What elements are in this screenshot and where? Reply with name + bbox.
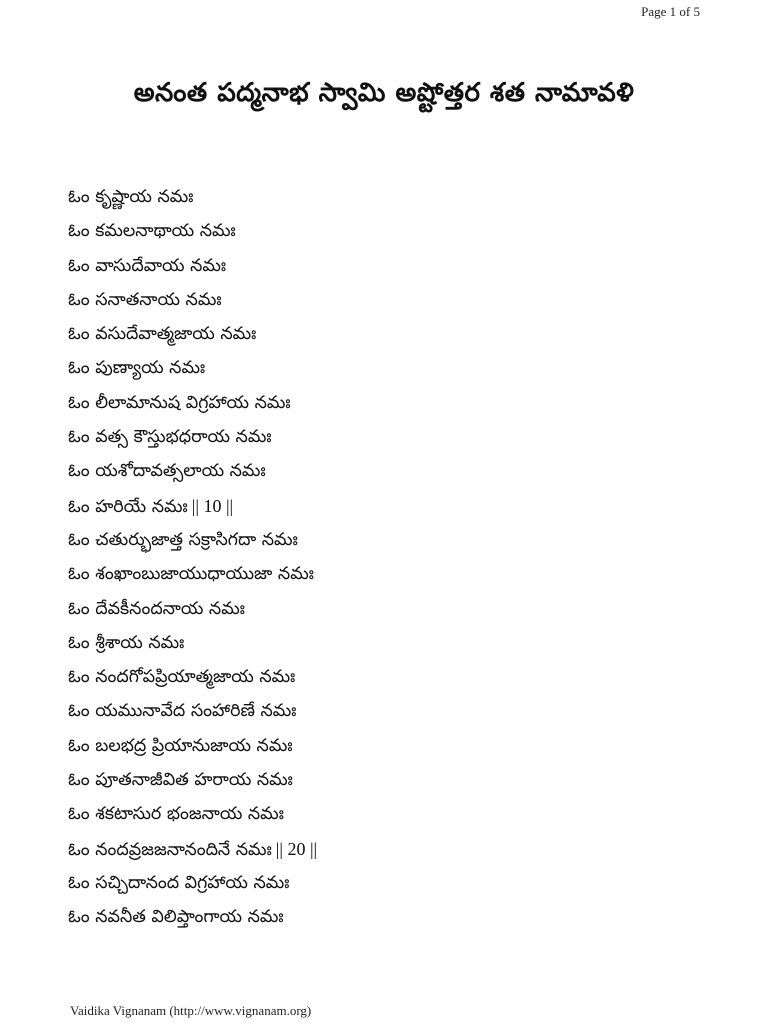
list-item <box>68 900 317 934</box>
list-item <box>68 797 317 831</box>
name-text: ఓం సచ్చిదానంద విగ్రహాయ నమః <box>68 872 290 893</box>
list-item <box>68 832 317 866</box>
name-text: ఓం కమలనాథాయ నమః <box>68 221 236 242</box>
name-text: ఓం శంఖాంబుజాయుధాయుజా నమః <box>68 564 314 585</box>
name-text: ఓం శ్రీశాయ నమః <box>68 632 185 653</box>
list-item <box>68 454 317 488</box>
name-text: ఓం హరియే నమః <box>68 496 188 517</box>
list-item <box>68 283 317 317</box>
name-text: ఓం బలభద్ర ప్రియానుజాయ నమః <box>68 735 293 756</box>
list-item <box>68 866 317 900</box>
verse-count-marker: || 20 || <box>275 838 318 859</box>
name-text: ఓం సనాతనాయ నమః <box>68 289 222 310</box>
name-text: ఓం పుణ్యాయ నమః <box>68 358 206 379</box>
page-number: Page 1 of 5 <box>641 4 700 19</box>
list-item <box>68 694 317 728</box>
list-item <box>68 214 317 248</box>
list-item <box>68 386 317 420</box>
name-text: ఓం యశోదావత్సలాయ నమః <box>68 461 266 482</box>
name-text: ఓం వాసుదేవాయ నమః <box>68 255 227 276</box>
list-item <box>68 592 317 626</box>
name-text: ఓం వత్స కౌస్తుభధరాయ నమః <box>68 427 272 448</box>
footer-credit: Vaidika Vignanam (http://www.vignanam.org) <box>70 1003 312 1018</box>
name-text: ఓం శకటాసుర భంజనాయ నమః <box>68 804 284 825</box>
name-text: ఓం చతుర్భుజాత్త సక్రాసిగదా నమః <box>68 529 298 550</box>
list-item <box>68 420 317 454</box>
list-item <box>68 317 317 351</box>
name-text: ఓం కృష్ణాయ నమః <box>68 187 194 207</box>
list-item <box>68 660 317 694</box>
name-text: ఓం నందవ్రజజనానందినే నమః <box>68 839 272 860</box>
list-item <box>68 351 317 385</box>
list-item <box>68 523 317 557</box>
list-item <box>68 249 317 283</box>
list-item <box>68 180 317 214</box>
name-text: ఓం నవనీత విలిప్తాంగాయ నమః <box>68 907 284 928</box>
name-text: ఓం నందగోపప్రియాత్మజాయ నమః <box>68 667 296 688</box>
list-item <box>68 557 317 591</box>
list-item <box>68 626 317 660</box>
name-list <box>68 180 317 935</box>
list-item <box>68 763 317 797</box>
list-item <box>68 729 317 763</box>
page-title: అనంత పద్మనాభ స్వామి అష్టోత్తర శత నామావళి <box>133 78 635 108</box>
name-text: ఓం దేవకీనందనాయ నమః <box>68 598 245 619</box>
name-text: ఓం యమునావేద సంహారిణే నమః <box>68 701 297 722</box>
name-text: ఓం పూతనాజీవిత హరాయ నమః <box>68 770 293 791</box>
name-text: ఓం లీలామానుష విగ్రహాయ నమః <box>68 392 291 413</box>
name-text: ఓం వసుదేవాత్మజాయ నమః <box>68 324 257 345</box>
verse-count-marker: || 10 || <box>191 495 234 516</box>
list-item <box>68 489 317 523</box>
